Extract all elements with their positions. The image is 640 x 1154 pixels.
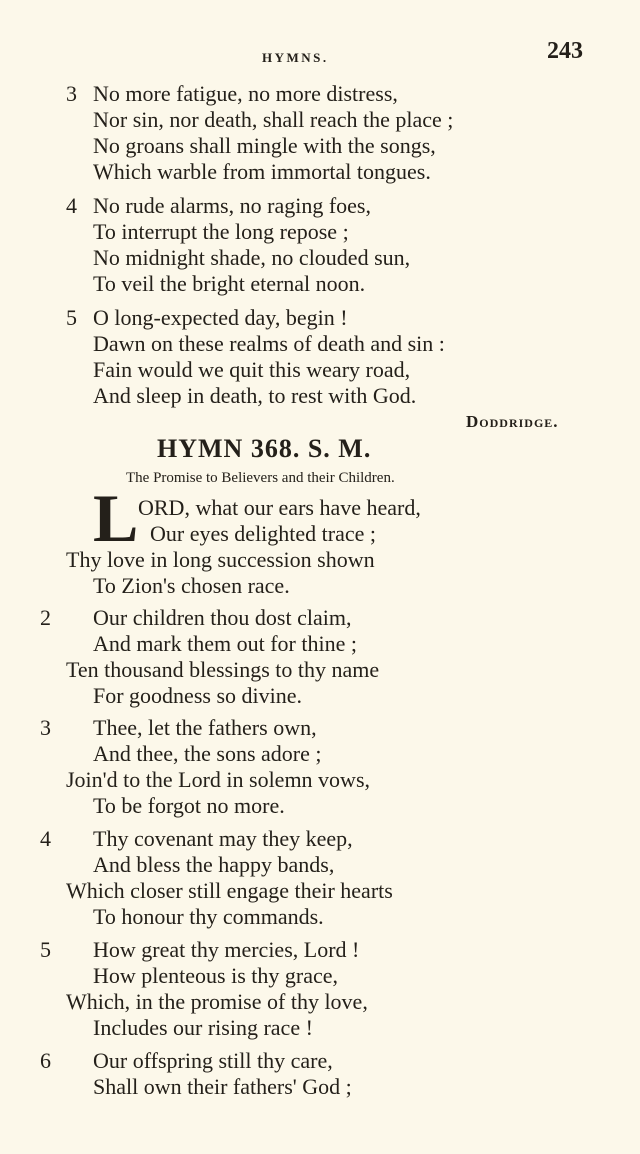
verse-line: Fain would we quit this weary road, bbox=[93, 357, 411, 382]
verse-line: And sleep in death, to rest with God. bbox=[93, 383, 417, 408]
verse-line: Our eyes delighted trace ; bbox=[150, 521, 377, 546]
verse-line: To be forgot no more. bbox=[93, 793, 285, 818]
verse-line: No more fatigue, no more distress, bbox=[93, 81, 398, 106]
verse-line: For goodness so divine. bbox=[93, 683, 302, 708]
verse-line: No rude alarms, no raging foes, bbox=[93, 193, 371, 218]
stanza-number: 5 bbox=[40, 937, 51, 962]
verse-line: And mark them out for thine ; bbox=[93, 631, 357, 656]
stanza-number: 4 bbox=[66, 193, 77, 218]
verse-line: ORD, what our ears have heard, bbox=[138, 495, 421, 520]
verse-line: Thy covenant may they keep, bbox=[93, 826, 353, 851]
verse-line: Dawn on these realms of death and sin : bbox=[93, 331, 445, 356]
author-attribution: Doddridge. bbox=[466, 412, 559, 431]
verse-line: Join'd to the Lord in solemn vows, bbox=[66, 767, 371, 792]
verse-line: No groans shall mingle with the songs, bbox=[93, 133, 436, 158]
running-head: HYMNS. bbox=[262, 50, 329, 65]
verse-line: O long-expected day, begin ! bbox=[93, 305, 348, 330]
verse-line: To interrupt the long repose ; bbox=[93, 219, 349, 244]
stanza-number: 6 bbox=[40, 1048, 51, 1073]
verse-line: Which closer still engage their hearts bbox=[66, 878, 393, 903]
hymn-subtitle: The Promise to Believers and their Children. bbox=[126, 470, 395, 486]
stanza-number: 2 bbox=[40, 605, 51, 630]
verse-line: Thee, let the fathers own, bbox=[93, 715, 317, 740]
stanza-number: 4 bbox=[40, 826, 51, 851]
verse-line: Which, in the promise of thy love, bbox=[66, 989, 368, 1014]
verse-line: Which warble from immortal tongues. bbox=[93, 159, 431, 184]
verse-line: Shall own their fathers' God ; bbox=[93, 1074, 352, 1099]
verse-line: No midnight shade, no clouded sun, bbox=[93, 245, 411, 270]
verse-line: Our children thou dost claim, bbox=[93, 605, 352, 630]
verse-line: Nor sin, nor death, shall reach the place ; bbox=[93, 107, 454, 132]
verse-line: Includes our rising race ! bbox=[93, 1015, 313, 1040]
stanza-number: 5 bbox=[66, 305, 77, 330]
verse-line: How plenteous is thy grace, bbox=[93, 963, 338, 988]
verse-line: Ten thousand blessings to thy name bbox=[66, 657, 380, 682]
stanza-number: 3 bbox=[66, 81, 77, 106]
verse-line: How great thy mercies, Lord ! bbox=[93, 937, 360, 962]
page-number: 243 bbox=[547, 38, 583, 64]
stanza-number: 3 bbox=[40, 715, 51, 740]
hymn-title: HYMN 368. S. M. bbox=[157, 434, 372, 463]
drop-cap: L bbox=[93, 480, 139, 556]
verse-line: Our offspring still thy care, bbox=[93, 1048, 333, 1073]
verse-line: To Zion's chosen race. bbox=[93, 573, 290, 598]
verse-line: To honour thy commands. bbox=[93, 904, 324, 929]
verse-line: To veil the bright eternal noon. bbox=[93, 271, 366, 296]
verse-line: Thy love in long succession shown bbox=[66, 547, 375, 572]
verse-line: And bless the happy bands, bbox=[93, 852, 335, 877]
verse-line: And thee, the sons adore ; bbox=[93, 741, 322, 766]
